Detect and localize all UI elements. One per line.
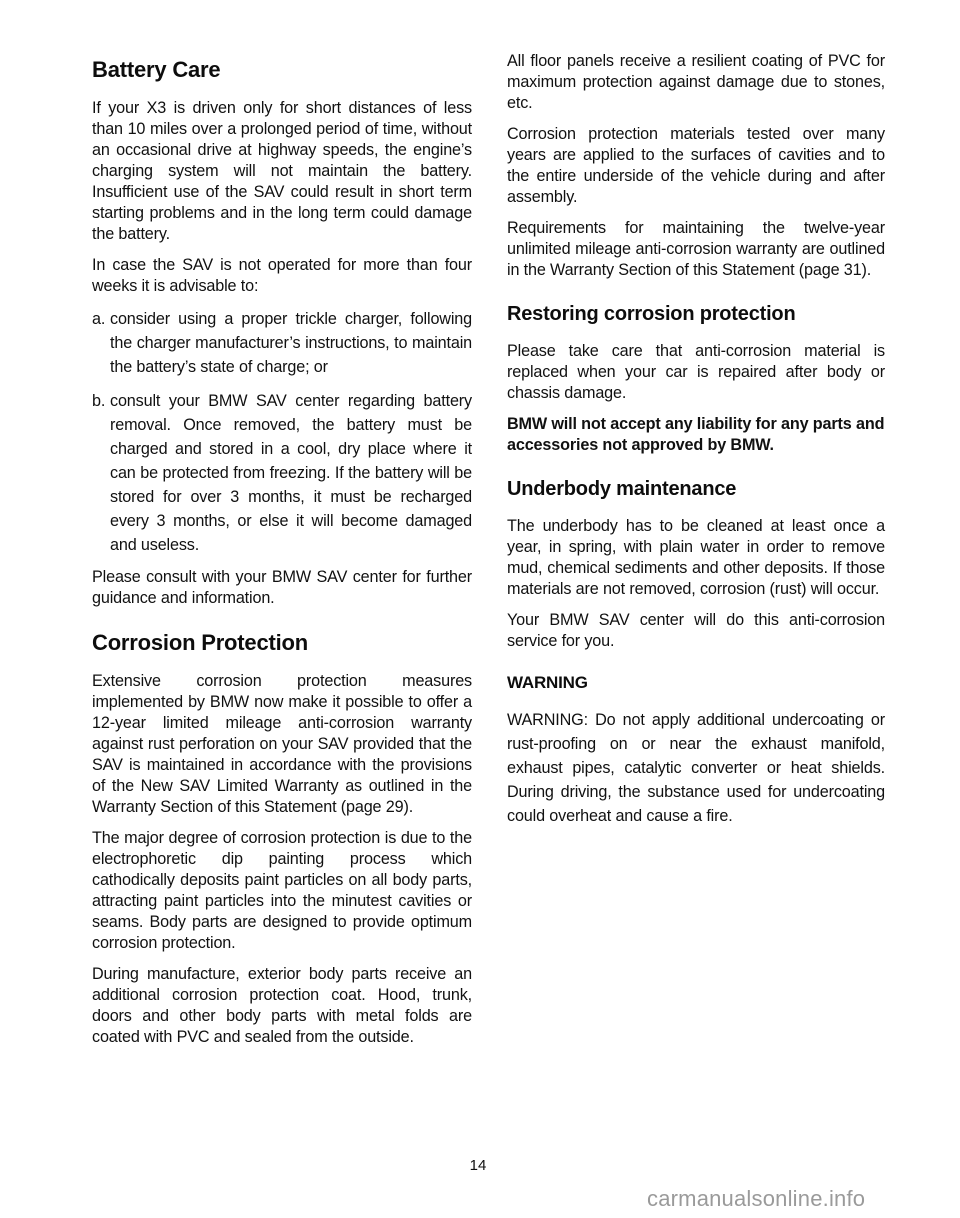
corrosion-protection-heading: Corrosion Protection	[92, 630, 309, 655]
battery-care-paragraph-1: If your X3 is driven only for short distances of less than 10 miles over a prolonged period of time, without an occasional drive at highway speeds, the engine’s charging system will not maintain the battery. Insufficient use of the SAV could result in short term starting problems and in the long term could damage the battery.	[92, 99, 472, 243]
underbody-maintenance-paragraph-1: The underbody has to be cleaned at least once a year, in spring, with plain water in order to remove mud, chemical sediments and other deposits. If those materials are not removed, corrosion (rust) will occur.	[507, 517, 885, 598]
warranty-requirements-paragraph: Requirements for maintaining the twelve-year unlimited mileage anti-corrosion warranty are outlined in the Warranty Section of this Statement (page 31).	[507, 219, 885, 279]
battery-care-list-item-b	[92, 389, 472, 557]
underbody-maintenance-heading: Underbody maintenance	[507, 478, 737, 500]
battery-care-paragraph-3: Please consult with your BMW SAV center for further guidance and information.	[92, 568, 472, 607]
corrosion-materials-paragraph: Corrosion protection materials tested over many years are applied to the surfaces of cavities and to the entire underside of the vehicle during and after assembly.	[507, 125, 885, 206]
warning-heading: WARNING	[507, 673, 588, 692]
warning-body: WARNING: Do not apply additional undercoating or rust-proofing on or near the exhaust manifold, exhaust pipes, catalytic converter or heat shields. During driving, the substance used for undercoating could overheat and cause a fire.	[507, 711, 885, 825]
right-column	[507, 51, 885, 828]
restoring-corrosion-section	[507, 301, 885, 456]
corrosion-protection-paragraph-2: The major degree of corrosion protection is due to the electrophoretic dip painting process which cathodically deposits paint particles on all body parts, attracting paint particles into the minutest cavities or seams. Body parts are designed to provide optimum corrosion protection.	[92, 829, 472, 952]
battery-care-heading: Battery Care	[92, 57, 221, 82]
list-marker: b.	[92, 392, 106, 410]
corrosion-protection-section	[92, 629, 472, 1048]
warning-section	[507, 672, 885, 828]
watermark: carmanualsonline.info	[647, 1186, 866, 1211]
battery-care-section	[92, 56, 472, 609]
restoring-corrosion-heading: Restoring corrosion protection	[507, 303, 796, 325]
page-number: 14	[469, 1157, 487, 1174]
corrosion-protection-paragraph-1: Extensive corrosion protection measures implemented by BMW now make it possible to offer a 12-year limited mileage anti-corrosion warranty against rust perforation on your SAV provided that the SAV is maintained in accordance with the provisions of the New SAV Limited Warranty as outlined in the Warranty Section of this Statement (page 29).	[92, 672, 472, 816]
corrosion-protection-paragraph-3: During manufacture, exterior body parts receive an additional corrosion protection coat. Hood, trunk, doors and other body parts with metal folds are coated with PVC and sealed from the outside.	[92, 965, 472, 1046]
liability-notice: BMW will not accept any liability for any parts and accessories not approved by BMW.	[507, 415, 885, 454]
list-marker: a.	[92, 310, 106, 328]
list-item-text: consider using a proper trickle charger, following the charger manufacturer’s instructions, to maintain the battery’s state of charge; or	[110, 310, 472, 376]
floor-panels-paragraph: All floor panels receive a resilient coating of PVC for maximum protection against damage due to stones, etc.	[507, 52, 885, 112]
left-column	[92, 56, 472, 1048]
battery-care-list-item-a	[92, 307, 472, 379]
restoring-corrosion-paragraph: Please take care that anti-corrosion material is replaced when your car is repaired after body or chassis damage.	[507, 342, 885, 402]
underbody-maintenance-section	[507, 476, 885, 652]
battery-care-paragraph-2: In case the SAV is not operated for more than four weeks it is advisable to:	[92, 256, 472, 295]
underbody-maintenance-paragraph-2: Your BMW SAV center will do this anti-corrosion service for you.	[507, 611, 885, 650]
list-item-text: consult your BMW SAV center regarding battery removal. Once removed, the battery must be charged and stored in a cool, dry place where it can be protected from freezing. If the battery will be stored for over 3 months, it must be recharged every 3 months, or else it will become damaged and useless.	[110, 392, 472, 554]
